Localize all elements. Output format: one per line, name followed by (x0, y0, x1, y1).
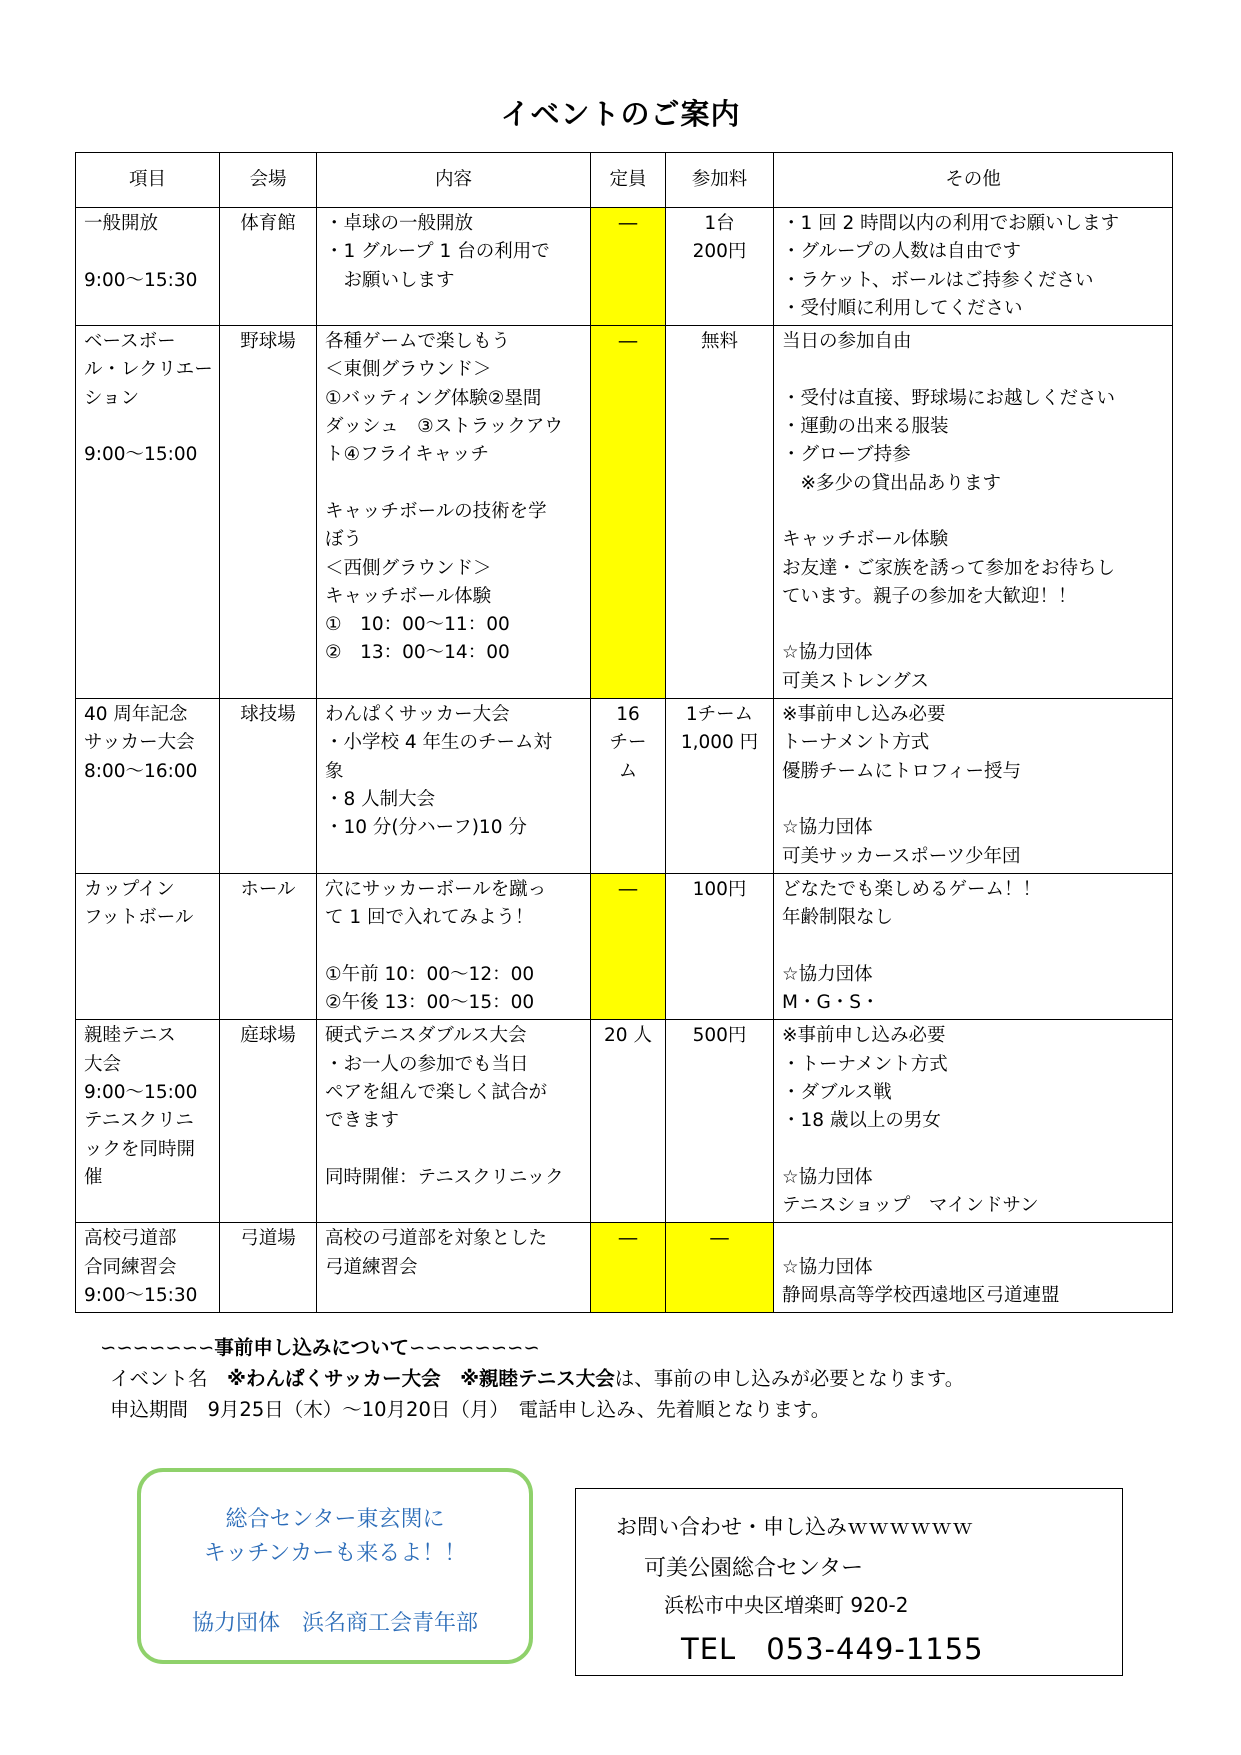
text-line: M・G・S・ (782, 992, 880, 1014)
text-line: テニスショップ マインドサン (782, 1195, 1039, 1217)
text-line: ・8 人制大会 (325, 788, 436, 810)
text-line: 弓道練習会 (325, 1256, 418, 1278)
text-line: キャッチボール体験 (782, 529, 949, 551)
cell-capacity: 20 人 (591, 1020, 666, 1223)
text-line: 催 (84, 1166, 103, 1188)
notice-period-line: 申込期間 9月25日（木）～10月20日（月） 電話申し込み、先着順となります。 (110, 1398, 831, 1421)
blank-line (84, 238, 211, 266)
text-line: 静岡県高等学校西遠地区弓道連盟 (782, 1284, 1060, 1306)
contact-heading: お問い合わせ・申し込みｗｗｗｗｗｗ (616, 1515, 973, 1539)
cell-capacity: ― (591, 1223, 666, 1313)
text-line: て 1 回で入れてみよう！ (325, 907, 534, 929)
text-line: ダッシュ ③ストラックアウ (325, 416, 563, 438)
text-line: 1チーム (685, 704, 754, 726)
text-line: 9:00～15:00 (84, 1081, 198, 1103)
cell-fee (666, 699, 774, 874)
cell-notes (774, 326, 1173, 699)
cell-content (317, 699, 591, 874)
blank-line (325, 1136, 582, 1164)
contact-address: 浜松市中央区増楽町 920-2 (664, 1593, 909, 1617)
text-line: ・受付は直接、野球場にお越しください (782, 387, 1116, 409)
cell-item (76, 208, 220, 326)
text-line: 親睦テニス (84, 1025, 176, 1047)
table-row (76, 699, 1173, 874)
cell-fee (666, 1020, 774, 1223)
blank-line (782, 356, 1164, 384)
cell-notes (774, 873, 1173, 1019)
event-table (75, 152, 1173, 1313)
text-line: ト④フライキャッチ (325, 444, 490, 466)
table-row (76, 326, 1173, 699)
blank-line (782, 1225, 1164, 1253)
text-line: わんぱくサッカー大会 (325, 704, 510, 726)
cell-content (317, 326, 591, 699)
text-line: ② 13：00～14：00 (325, 642, 510, 664)
text-line: 可美ストレングス (782, 670, 929, 692)
text-line: 硬式テニスダブルス大会 (325, 1025, 527, 1047)
text-line: ・グループの人数は自由です (782, 241, 1022, 263)
text-line: 当日の参加自由 (782, 331, 912, 353)
text-line: ・お一人の参加でも当日 (325, 1053, 529, 1075)
text-line: 40 周年記念 (84, 704, 188, 726)
text-line: サッカー大会 (84, 732, 195, 754)
cell-item (76, 873, 220, 1019)
header-capacity: 定員 (591, 153, 666, 208)
cell-fee (666, 873, 774, 1019)
text-line: ・トーナメント方式 (782, 1053, 948, 1075)
text-line: 8:00～16:00 (84, 760, 198, 782)
blank-line (325, 470, 582, 498)
text-line: ①午前 10：00～12：00 (325, 963, 535, 985)
cell-fee (666, 326, 774, 699)
text-line: 1台 (704, 213, 735, 234)
text-line: 高校弓道部 (84, 1228, 177, 1250)
text-line: ・1 回 2 時間以内の利用でお願いします (782, 213, 1120, 234)
advance-registration-notice (100, 1332, 964, 1425)
text-line: キャッチボールの技術を学 (325, 500, 547, 522)
blank-line (782, 611, 1164, 639)
text-line: ション (84, 387, 140, 409)
contact-phone: TEL 053-449-1155 (681, 1632, 984, 1666)
text-line: 200円 (692, 241, 747, 263)
notice-heading: ∽∽∽∽∽∽∽事前申し込みについて∽∽∽∽∽∽∽∽ (100, 1336, 540, 1359)
cell-item (76, 326, 220, 699)
cell-venue: 庭球場 (220, 1020, 317, 1223)
table-header-row (76, 153, 1173, 208)
cell-notes (774, 208, 1173, 326)
cell-notes (774, 699, 1173, 874)
kitchen-car-box (137, 1468, 533, 1664)
text-line: ペアを組んで楽しく試合が (325, 1081, 548, 1103)
text-line: 穴にサッカーボールを蹴っ (325, 878, 547, 900)
blank-line (782, 932, 1164, 960)
text-line: ― (710, 1228, 729, 1250)
text-line: ☆協力団体 (782, 642, 873, 664)
text-line: 各種ゲームで楽しもう (325, 331, 511, 353)
text-line: ＜東側グラウンド＞ (325, 359, 492, 381)
cell-venue: 体育館 (220, 208, 317, 326)
text-line: トーナメント方式 (782, 732, 930, 754)
blank-line (782, 786, 1164, 814)
cell-venue: ホール (220, 873, 317, 1019)
header-fee: 参加料 (666, 153, 774, 208)
header-content: 内容 (317, 153, 591, 208)
text-line: ① 10：00～11：00 (325, 614, 510, 636)
cell-capacity: ― (591, 208, 666, 326)
cell-venue: 球技場 (220, 699, 317, 874)
blank-line (325, 932, 582, 960)
text-line: ☆協力団体 (782, 1166, 873, 1188)
text-line: ・受付順に利用してください (782, 297, 1023, 319)
text-line: ・運動の出来る服装 (782, 416, 949, 438)
text-line: 一般開放 (84, 213, 159, 234)
text-line: カップイン (84, 878, 175, 900)
blank-line (84, 413, 211, 441)
kitchen-car-line2: キッチンカーも来るよ！！ (203, 1541, 467, 1566)
cell-content (317, 873, 591, 1019)
text-line: ています。親子の参加を大歓迎！！ (782, 585, 1077, 607)
text-line: 無料 (700, 331, 738, 353)
text-line: 9:00～15:30 (84, 269, 198, 291)
text-line: 年齢制限なし (782, 907, 894, 929)
text-line: ・ダブルス戦 (782, 1081, 892, 1103)
text-line: 500円 (692, 1025, 747, 1047)
text-line: ぼう (325, 529, 363, 551)
text-line: ※多少の貸出品あります (782, 472, 1002, 494)
text-line: ・小学校 4 年生のチーム対 (325, 732, 553, 754)
cell-capacity: ― (591, 873, 666, 1019)
header-notes: その他 (774, 153, 1173, 208)
text-line: キャッチボール体験 (325, 585, 492, 607)
kitchen-car-partner: 協力団体 浜名商工会青年部 (191, 1611, 478, 1636)
text-line: 1,000 円 (680, 732, 759, 754)
text-line: 9:00～15:30 (84, 1284, 198, 1306)
text-line: ☆協力団体 (782, 817, 873, 839)
notice-events-line: イベント名 ※わんぱくサッカー大会 ※親睦テニス大会は、事前の申し込みが必要となります。 (110, 1367, 965, 1390)
text-line: ・グローブ持参 (782, 444, 911, 466)
cell-content (317, 1020, 591, 1223)
cell-item (76, 1223, 220, 1313)
cell-venue: 野球場 (220, 326, 317, 699)
text-line: ベースボー (84, 331, 176, 353)
text-line: お友達・ご家族を誘って参加をお待ちし (782, 557, 1116, 579)
text-line: ①バッティング体験②塁間 (325, 387, 542, 409)
cell-content (317, 1223, 591, 1313)
text-line: ックを同時開 (84, 1138, 196, 1160)
table-row (76, 208, 1173, 326)
text-line: フットボール (84, 907, 194, 929)
text-line: チー (609, 732, 647, 754)
text-line: テニスクリニ (84, 1110, 194, 1132)
text-line: 大会 (84, 1053, 122, 1075)
text-line: ☆協力団体 (782, 963, 873, 985)
cell-item (76, 699, 220, 874)
contact-box (575, 1488, 1123, 1676)
kitchen-car-line1: 総合センター東玄関に (225, 1507, 445, 1532)
text-line: ※事前申し込み必要 (782, 1025, 946, 1047)
text-line: お願いします (325, 269, 455, 291)
text-line: ・1 グループ 1 台の利用で (325, 241, 550, 263)
text-line: 優勝チームにトロフィー授与 (782, 760, 1022, 782)
contact-org: 可美公園総合センター (644, 1556, 864, 1581)
text-line: どなたでも楽しめるゲーム！！ (782, 878, 1042, 900)
text-line: 象 (325, 760, 344, 782)
cell-notes (774, 1020, 1173, 1223)
table-row (76, 1223, 1173, 1313)
cell-fee (666, 1223, 774, 1313)
cell-capacity (591, 699, 666, 874)
cell-content (317, 208, 591, 326)
cell-venue: 弓道場 (220, 1223, 317, 1313)
text-line: 9:00～15:00 (84, 444, 198, 466)
cell-item (76, 1020, 220, 1223)
text-line: 可美サッカースポーツ少年団 (782, 845, 1021, 867)
header-venue: 会場 (220, 153, 317, 208)
text-line: 高校の弓道部を対象とした (325, 1228, 548, 1250)
text-line: 同時開催：テニスクリニック (325, 1166, 564, 1188)
text-line: ＜西側グラウンド＞ (325, 557, 492, 579)
text-line: ル・レクリエー (84, 359, 213, 381)
text-line: できます (325, 1110, 400, 1132)
blank-line (782, 1136, 1164, 1164)
text-line: ム (618, 760, 638, 782)
text-line: ・ラケット、ボールはご持参ください (782, 269, 1094, 291)
text-line: ・18 歳以上の男女 (782, 1110, 941, 1132)
cell-fee (666, 208, 774, 326)
cell-notes (774, 1223, 1173, 1313)
text-line: ・卓球の一般開放 (325, 213, 474, 234)
blank-line (782, 498, 1164, 526)
text-line: 合同練習会 (84, 1256, 177, 1278)
page-title: イベントのご案内 (500, 97, 741, 131)
cell-capacity: ― (591, 326, 666, 699)
text-line: ※事前申し込み必要 (782, 704, 946, 726)
text-line: 100円 (692, 878, 747, 900)
text-line: 16 (616, 704, 640, 726)
table-row (76, 873, 1173, 1019)
text-line: ☆協力団体 (782, 1256, 873, 1278)
text-line: ・10 分(分ハーフ)10 分 (325, 817, 527, 839)
text-line: ②午後 13：00～15：00 (325, 992, 535, 1014)
table-row (76, 1020, 1173, 1223)
header-item: 項目 (76, 153, 220, 208)
